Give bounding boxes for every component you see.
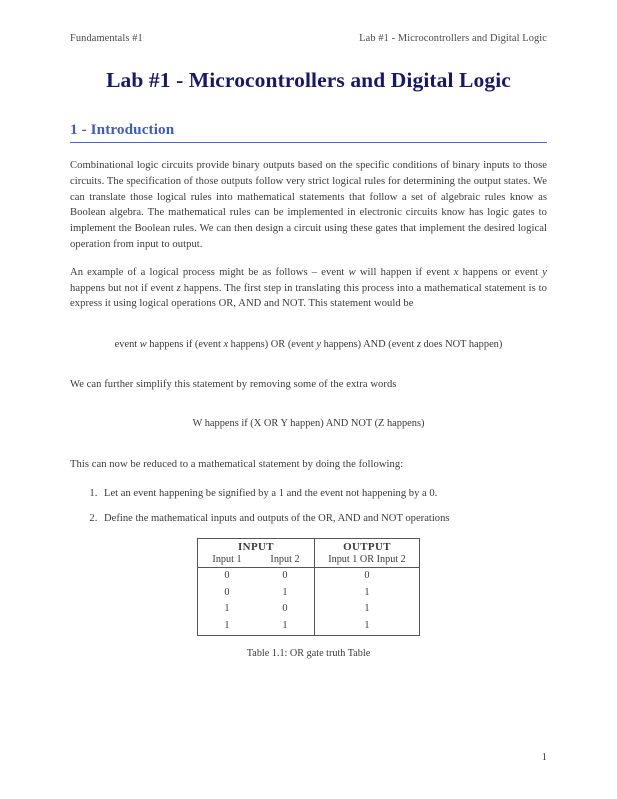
- paragraph-reduce-to-math: This can now be reduced to a mathematical statement by doing the following:: [70, 458, 404, 470]
- paragraph-simplify: We can further simplify this statement by removing some of the extra words: [70, 378, 397, 390]
- math-variable-y: y: [542, 267, 547, 279]
- document-content: [70, 66, 547, 659]
- math-variable-w: w: [139, 339, 147, 350]
- cell-output: 1: [315, 585, 420, 602]
- section-heading-introduction: 1 - Introduction: [70, 121, 547, 143]
- paragraph-text-segment: will happen if event: [355, 267, 454, 279]
- running-header-right: Lab #1 - Microcontrollers and Digital Logic: [359, 33, 547, 44]
- paragraph-text-segment: happens. The first step in translating this process into a mathematical statement is to express it using logical operations OR, AND and NOT. This statement would be: [70, 282, 547, 310]
- list-item: 2. Define the mathematical inputs and outputs of the OR, AND and NOT operations: [100, 511, 547, 526]
- truth-table-header: [198, 539, 420, 568]
- math-variable-y: y: [316, 339, 321, 350]
- group-header-input: INPUT: [238, 541, 274, 554]
- page-title: Lab #1 - Microcontrollers and Digital Logic: [106, 68, 511, 92]
- cell-input2: 1: [282, 586, 288, 598]
- table-row: [198, 601, 420, 618]
- column-header-input2: Input 2: [256, 554, 315, 568]
- cell-input2: 0: [282, 603, 288, 615]
- math-variable-w: w: [348, 267, 356, 279]
- math-variable-z: z: [416, 339, 421, 350]
- cell-input2: 0: [282, 570, 288, 582]
- list-item: 1. Let an event happening be signified by a 1 and the event not happening by a 0.: [100, 486, 547, 501]
- table-row: [198, 585, 420, 602]
- truth-table-body: [198, 568, 420, 635]
- cell-input2: 1: [282, 619, 288, 631]
- statement-text-segment: event: [114, 339, 140, 350]
- cell-input1: 1: [224, 619, 230, 631]
- paragraph-text-segment: An example of a logical process might be as follows – event: [70, 267, 349, 279]
- cell-input1: 0: [224, 570, 230, 582]
- paragraph-combinational-logic: Combinational logic circuits provide binary outputs based on the specific conditions of binary inputs to those circuits. The specification of those outputs follow very strict logical rules for determining the output states. We can translate those logical rules into mathematical statements that follow a set of algebraic rules know as Boolean algebra. The mathematical rules can be implemented in electronic circuits know has logic gates to implement the Boolean rules. We can then design a circuit using these gates that implement the desired logical operation from input to output.: [70, 160, 547, 250]
- paragraph-text-segment: happens or event: [458, 267, 543, 279]
- table-row: [198, 618, 420, 635]
- truth-table-block: [70, 538, 547, 658]
- or-gate-truth-table: [197, 538, 420, 635]
- column-header-output: Input 1 OR Input 2: [315, 554, 420, 568]
- running-header-left: Fundamentals #1: [70, 33, 143, 44]
- cell-input1: 1: [224, 603, 230, 615]
- table-row-group-headers: [198, 539, 420, 555]
- cell-output: 1: [315, 601, 420, 618]
- displayed-statement-simplified: W happens if (X OR Y happen) AND NOT (Z happens): [192, 418, 425, 430]
- displayed-statement-verbose: [70, 338, 547, 353]
- cell-output: 1: [315, 618, 420, 635]
- page-number: 1: [541, 752, 547, 763]
- running-header: [70, 33, 547, 44]
- column-header-input1: Input 1: [198, 554, 257, 568]
- cell-output: 0: [315, 568, 420, 585]
- cell-input1: 0: [224, 586, 230, 598]
- math-variable-x: x: [223, 339, 229, 350]
- statement-text-segment: happens if (event: [146, 339, 224, 350]
- paragraph-logical-process-example: [70, 265, 547, 312]
- paragraph-text-segment: happens but not if event: [70, 282, 177, 294]
- group-header-output: OUTPUT: [315, 539, 420, 555]
- ordered-step-list: [70, 486, 547, 526]
- table-row: [198, 568, 420, 585]
- table-caption: Table 1.1: OR gate truth Table: [246, 647, 371, 659]
- statement-text-segment: happens) AND (event: [321, 339, 417, 350]
- math-variable-x: x: [453, 267, 459, 279]
- statement-text-segment: happens) OR (event: [228, 339, 317, 350]
- table-row-column-headers: [198, 554, 420, 568]
- math-variable-z: z: [176, 282, 181, 294]
- statement-text-segment: does NOT happen): [420, 339, 503, 350]
